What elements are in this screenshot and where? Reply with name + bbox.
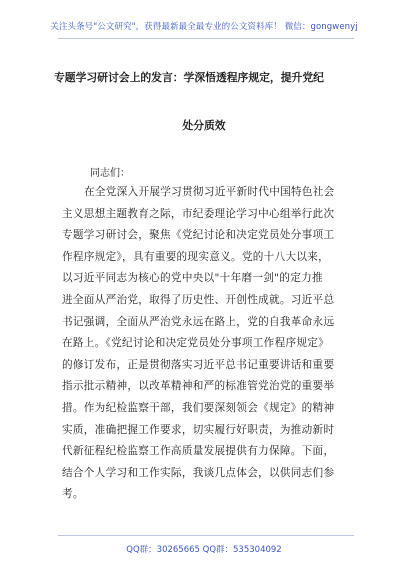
paragraph-line: 结合个人学习和工作实际，我谈几点体会，以供同志们参: [62, 466, 335, 479]
paragraph-line: 作程序规定》，具有重要的现实意义。党的十八大以来，: [62, 250, 330, 263]
salutation: 同志们：: [90, 168, 130, 179]
paragraph-line: 措。作为纪检监察干部，我们要深刻领会《规定》的精神: [62, 401, 335, 414]
paragraph-line: 代新征程纪检监察工作高质量发展提供有力保障。下面，: [62, 445, 335, 458]
document-title-line-1: 专题学习研讨会上的发言：学深悟透程序规定，提升党纪: [54, 71, 324, 84]
footer-qq-groups: QQ群：30265665 QQ群：535304092: [126, 545, 282, 555]
paragraph-line: 在路上。《党纪讨论和决定党员处分事项工作程序规定》: [62, 337, 330, 350]
paragraph-line: 指示批示精神，以改革精神和严的标准管党治党的重要举: [62, 380, 335, 393]
header-divider: [58, 38, 354, 39]
document-title-line-2: 处分质效: [182, 119, 226, 132]
paragraph-line: 进全面从严治党，取得了历史性、开创性成就。习近平总: [62, 293, 335, 306]
body-paragraph: [62, 182, 352, 506]
paragraph-line: 主义思想主题教育之际，市纪委理论学习中心组举行此次: [62, 207, 335, 220]
footer-divider: [58, 535, 354, 536]
paragraph-line: 实质，准确把握工作要求，切实履行好职责，为推动新时: [62, 423, 335, 436]
paragraph-line: 以习近平同志为核心的党中央以"十年磨一剑"的定力推: [62, 272, 323, 285]
paragraph-line: 的修订发布，正是贯彻落实习近平总书记重要讲话和重要: [62, 358, 335, 371]
paragraph-line: 在全党深入开展学习贯彻习近平新时代中国特色社会: [84, 186, 335, 198]
paragraph-line: 专题学习研讨会，聚焦《党纪讨论和决定党员处分事项工: [62, 229, 335, 242]
header-promo-text: 关注头条号"公文研究"，获得最新最全最专业的公文资料库！ 微信：gongwenyj: [50, 22, 358, 32]
paragraph-line: 考。: [62, 488, 84, 501]
paragraph-line: 书记强调，全面从严治党永远在路上，党的自我革命永远: [62, 315, 335, 328]
